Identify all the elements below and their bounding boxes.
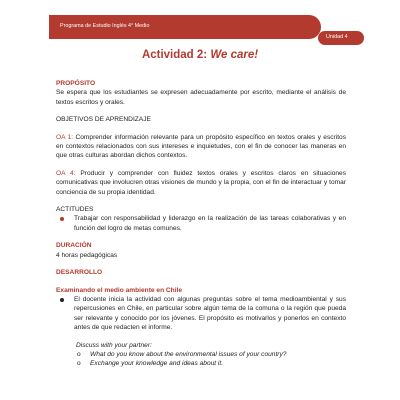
title-prefix: Actividad 2: [141, 49, 211, 61]
oa4-text: Producir y comprender con fluidez textos orales y escritos claros en situaciones comunicativas que involucren otras visiones de mundo y la propia, con el fin de interactuar y tomar conciencia de su propia identidad. [56, 169, 347, 196]
circle-bullet-icon: o [77, 360, 81, 368]
bullet-icon [60, 217, 64, 221]
duracion-text: 4 horas pedagógicas [56, 251, 118, 259]
title-emphasis: We care! [210, 49, 259, 61]
list-item: o What do you know about the environmental issues of your country? [77, 350, 287, 358]
desarrollo-subheading: Examinando el medio ambiente en Chile [56, 286, 183, 294]
unit-badge [318, 31, 364, 45]
objetivos-heading: OBJETIVOS DE APRENDIZAJE [56, 116, 151, 124]
oa4-tag: OA 4: [56, 169, 76, 177]
program-label: Programa de Estudio Inglés 4° Medio [60, 23, 150, 29]
list-item: o Exchange your knowledge and ideas about it. [77, 360, 224, 368]
header-bar [0, 15, 400, 39]
program-banner [49, 15, 321, 39]
actitudes-list [56, 214, 346, 233]
list-item: El docente inicia la actividad con algunas preguntas sobre el tema medioambiental y sus repercusiones en Chile, en particular sobre algún tema de la comuna o la región que pueda ser relevante y conocido por los jóvenes. El propósito es motivarlos y ponerlos en contexto antes de que redacten el informe. [56, 295, 346, 333]
document-body [56, 79, 346, 369]
desarrollo-heading: DESARROLLO [56, 269, 103, 277]
proposito-heading: PROPÓSITO [56, 80, 96, 87]
proposito-text: Se espera que los estudiantes se expresen adecuadamente por escrito, mediante el análisis de textos escritos y orales. [56, 89, 346, 106]
page-title [0, 49, 400, 61]
actitudes-heading: ACTITUDES [56, 206, 94, 214]
desarrollo-list [56, 295, 346, 333]
oa4-paragraph [56, 169, 346, 197]
list-item: Trabajar con responsabilidad y liderazgo en la realización de las tareas colaborativas y en función del logro de metas comunes. [56, 214, 346, 233]
oa1-paragraph [56, 133, 346, 161]
duracion-heading: DURACIÓN [56, 242, 92, 250]
oa1-tag: OA 1: [56, 133, 74, 141]
question-list [56, 350, 346, 369]
unit-label: Unidad 4 [326, 34, 348, 40]
circle-bullet-icon: o [77, 350, 81, 358]
oa1-text: Comprender información relevante para un propósito específico en textos orales y escritos en contextos relacionados con sus intereses e inquietudes, con el fin de conocer las maneras en que otras culturas abordan dichos contextos. [56, 133, 346, 160]
bullet-icon [60, 298, 64, 302]
discuss-prompt: Discuss with your partner: [76, 341, 152, 349]
